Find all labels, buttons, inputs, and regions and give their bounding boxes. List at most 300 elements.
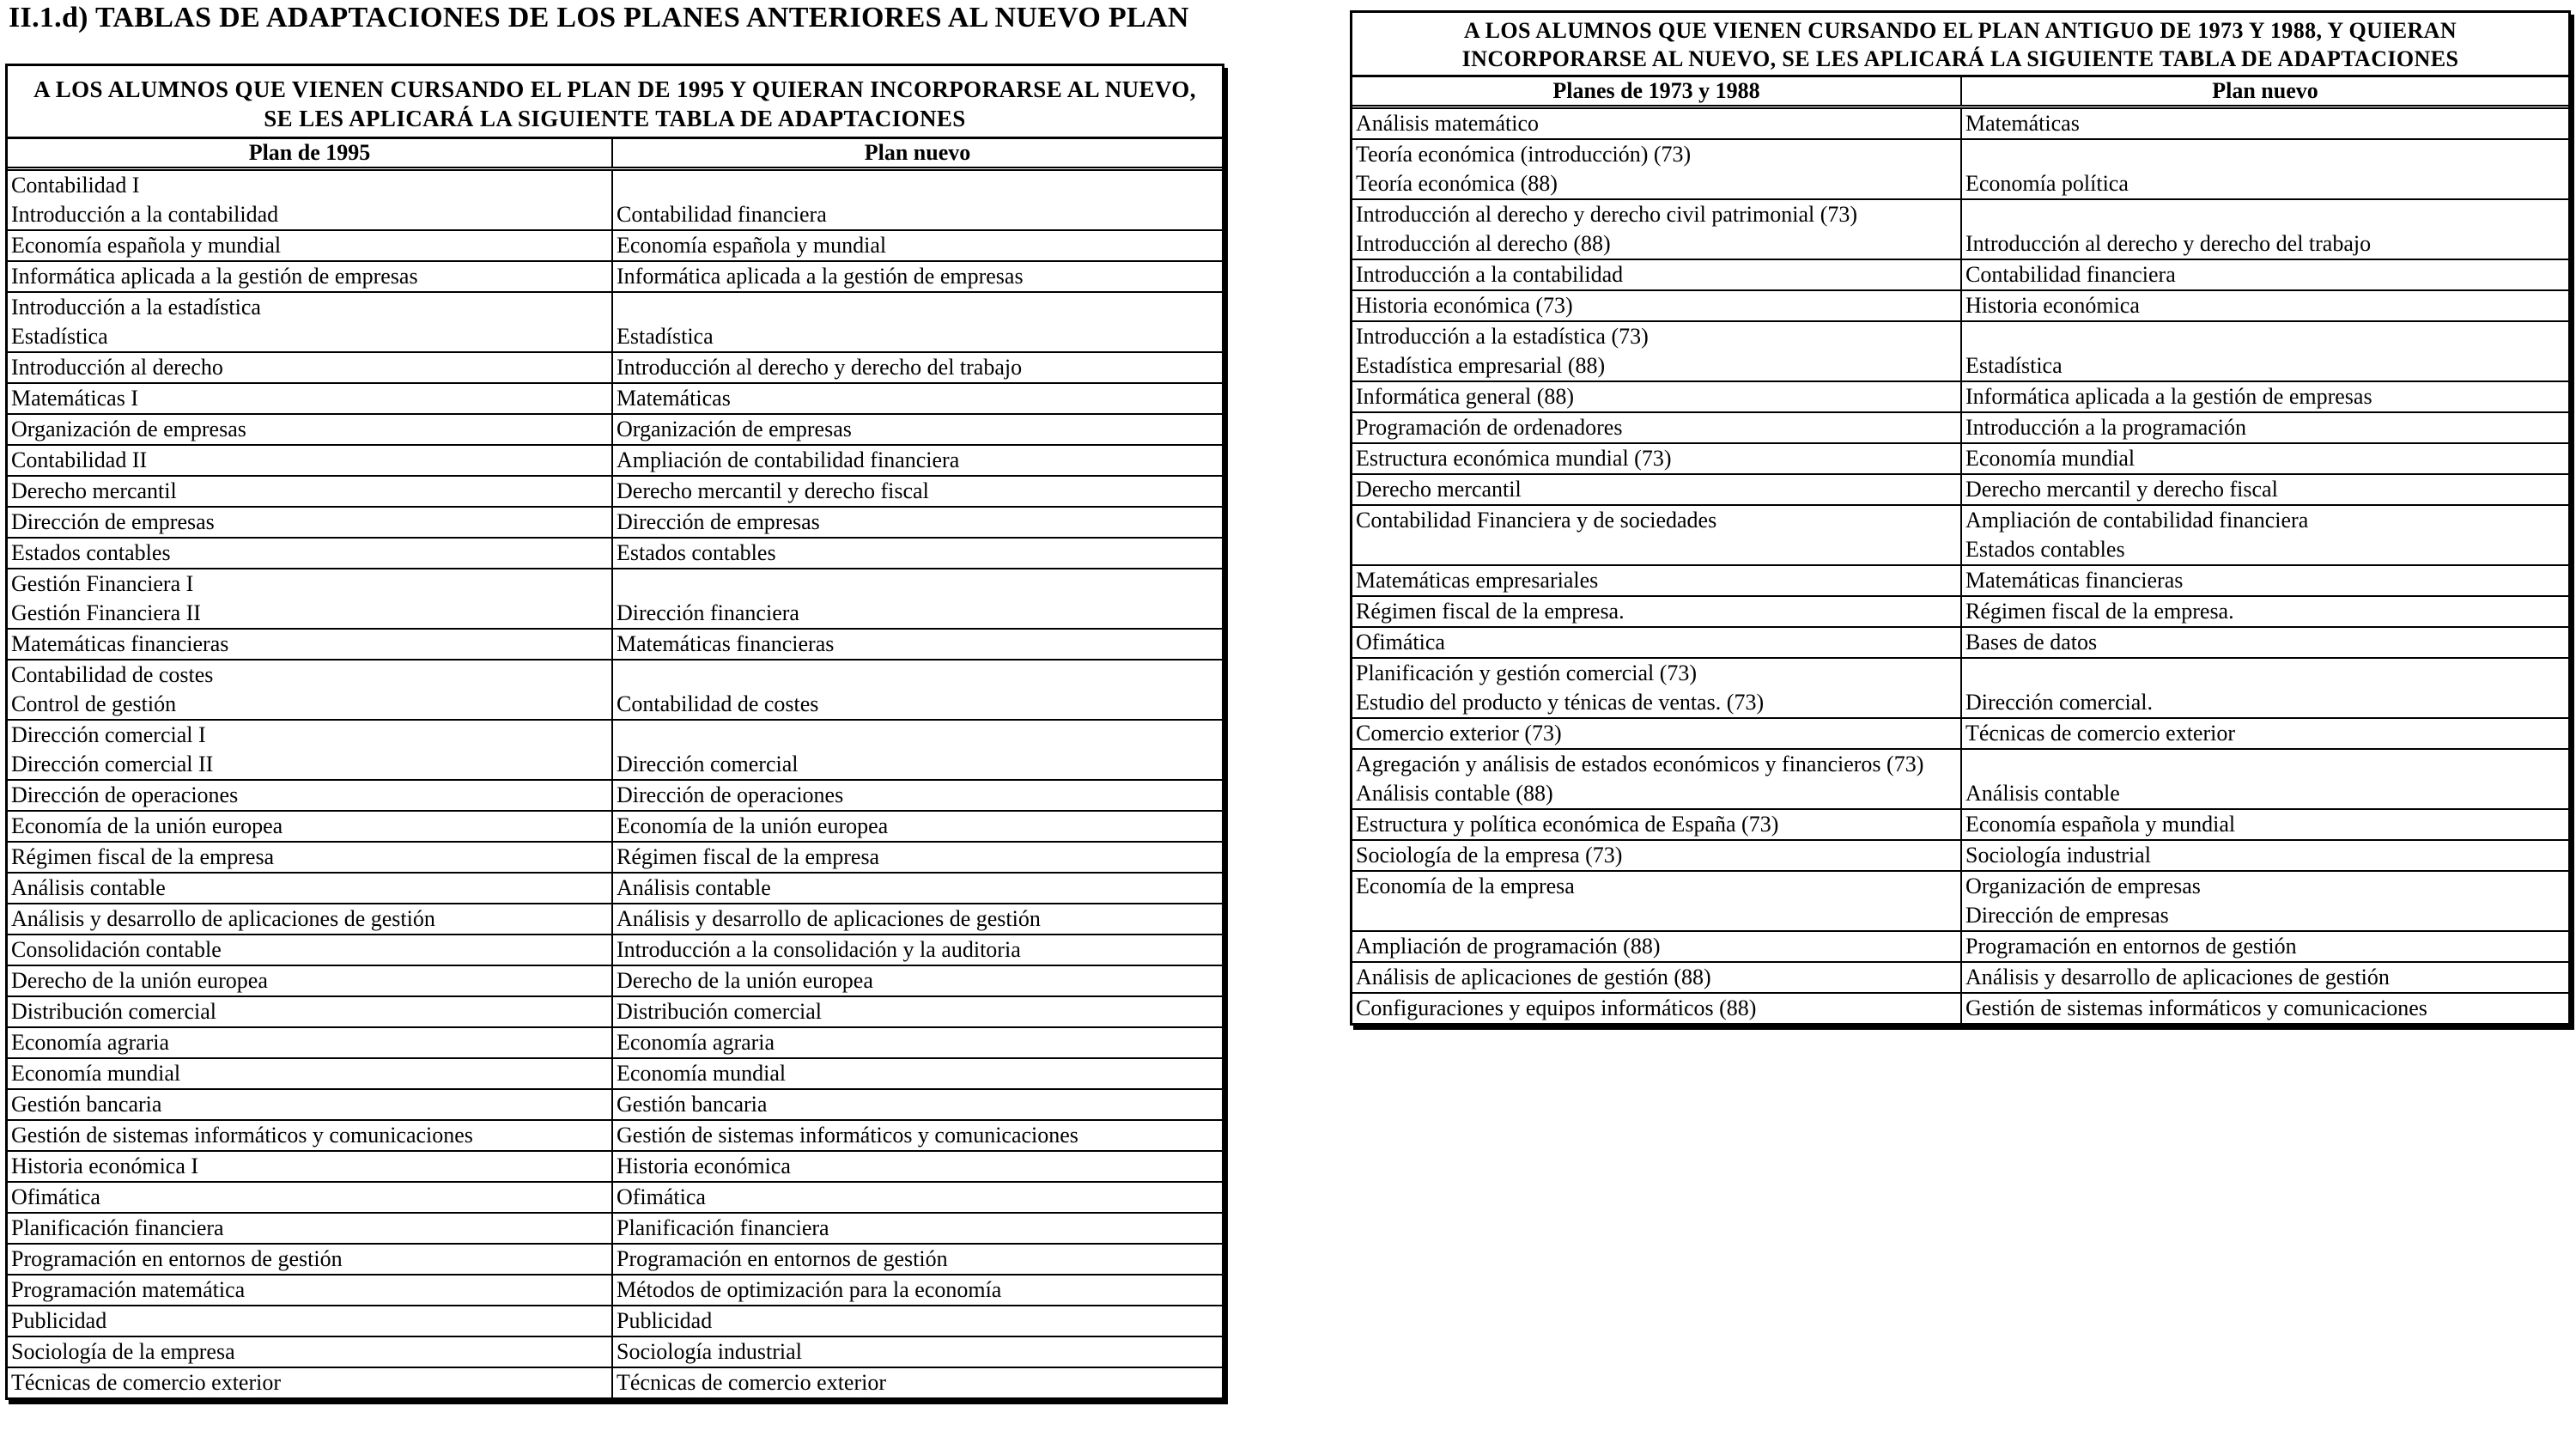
new-plan-subject: Sociología industrial bbox=[617, 1339, 802, 1364]
old-plan-cell bbox=[8, 1059, 613, 1088]
table-row bbox=[1352, 932, 2568, 963]
old-plan-cell bbox=[1352, 506, 1962, 564]
old-plan-subject: Planificación financiera bbox=[11, 1215, 224, 1240]
new-plan-subject: Análisis y desarrollo de aplicaciones de gestión bbox=[1965, 965, 2390, 989]
table-body bbox=[1352, 109, 2568, 1023]
new-plan-cell bbox=[1962, 413, 2568, 442]
new-plan-subject: Estados contables bbox=[1965, 537, 2125, 562]
old-plan-cell bbox=[1352, 260, 1962, 289]
old-plan-cell bbox=[8, 904, 613, 934]
old-plan-cell bbox=[1352, 719, 1962, 748]
table-row bbox=[8, 1183, 1222, 1214]
table-row bbox=[8, 781, 1222, 812]
new-plan-cell bbox=[613, 904, 1222, 934]
new-plan-subject: Dirección comercial bbox=[617, 752, 799, 776]
new-plan-subject: Régimen fiscal de la empresa. bbox=[1965, 599, 2234, 624]
page-title: II.1.d) TABLAS DE ADAPTACIONES DE LOS PLANES ANTERIORES AL NUEVO PLAN bbox=[9, 2, 1189, 33]
new-plan-cell bbox=[613, 1214, 1222, 1243]
table-row bbox=[8, 630, 1222, 661]
old-plan-subject: Historia económica (73) bbox=[1356, 293, 1573, 318]
old-plan-cell bbox=[1352, 659, 1962, 717]
table-row bbox=[8, 1368, 1222, 1397]
table-row bbox=[1352, 810, 2568, 841]
old-plan-subject: Control de gestión bbox=[11, 691, 177, 716]
old-plan-cell bbox=[1352, 597, 1962, 626]
table-row bbox=[1352, 841, 2568, 872]
old-plan-cell bbox=[8, 231, 613, 260]
table-row bbox=[1352, 719, 2568, 750]
table-header bbox=[1352, 13, 2568, 77]
table-row bbox=[8, 721, 1222, 781]
old-plan-subject: Introducción a la contabilidad bbox=[1356, 262, 1624, 287]
table-row bbox=[8, 1337, 1222, 1368]
old-plan-subject: Estructura económica mundial (73) bbox=[1356, 446, 1672, 471]
table-row bbox=[1352, 475, 2568, 506]
new-plan-cell bbox=[1962, 719, 2568, 748]
old-plan-cell bbox=[1352, 628, 1962, 657]
new-plan-cell bbox=[613, 721, 1222, 779]
new-plan-subject: Introducción a la consolidación y la auditoria bbox=[617, 937, 1021, 962]
old-plan-cell bbox=[8, 1368, 613, 1397]
old-plan-subject: Estructura y política económica de España (73) bbox=[1356, 812, 1779, 837]
old-plan-cell bbox=[1352, 872, 1962, 930]
new-plan-cell bbox=[1962, 566, 2568, 595]
table-header-line: SE LES APLICARÁ LA SIGUIENTE TABLA DE ADAPTACIONES bbox=[264, 106, 966, 131]
column-headers bbox=[1352, 77, 2568, 109]
table-row bbox=[1352, 506, 2568, 566]
old-plan-cell bbox=[8, 384, 613, 413]
new-plan-cell bbox=[1962, 322, 2568, 381]
new-plan-cell bbox=[1962, 932, 2568, 961]
table-row bbox=[1352, 750, 2568, 810]
old-plan-subject: Economía española y mundial bbox=[11, 233, 282, 258]
old-plan-subject: Dirección comercial II bbox=[11, 752, 214, 776]
old-plan-subject: Introducción a la contabilidad bbox=[11, 202, 279, 227]
new-plan-subject: Contabilidad financiera bbox=[1965, 262, 2176, 287]
new-plan-cell bbox=[613, 293, 1222, 351]
table-row bbox=[8, 539, 1222, 569]
table-row bbox=[8, 1306, 1222, 1337]
old-plan-subject: Matemáticas empresariales bbox=[1356, 568, 1599, 593]
old-plan-subject: Economía agraria bbox=[11, 1030, 170, 1055]
new-plan-cell bbox=[1962, 444, 2568, 473]
old-plan-cell bbox=[1352, 841, 1962, 870]
new-plan-subject: Dirección de operaciones bbox=[617, 782, 844, 807]
new-plan-cell bbox=[1962, 475, 2568, 504]
old-plan-cell bbox=[8, 781, 613, 810]
old-plan-cell bbox=[8, 293, 613, 351]
new-plan-cell bbox=[1962, 291, 2568, 320]
new-plan-cell bbox=[1962, 963, 2568, 992]
new-plan-subject: Ampliación de contabilidad financiera bbox=[617, 447, 960, 472]
table-row bbox=[1352, 413, 2568, 444]
old-plan-subject: Organización de empresas bbox=[11, 417, 246, 441]
new-plan-cell bbox=[1962, 659, 2568, 717]
old-plan-subject: Programación matemática bbox=[11, 1277, 246, 1302]
new-plan-cell bbox=[613, 262, 1222, 291]
table-row bbox=[8, 997, 1222, 1028]
old-plan-subject: Dirección de empresas bbox=[11, 509, 215, 534]
old-plan-subject: Informática aplicada a la gestión de empresas bbox=[11, 264, 418, 289]
new-plan-subject: Economía política bbox=[1965, 171, 2129, 196]
table-row bbox=[8, 293, 1222, 353]
new-plan-cell bbox=[613, 1028, 1222, 1057]
table-row bbox=[8, 874, 1222, 904]
new-plan-subject: Técnicas de comercio exterior bbox=[1965, 721, 2235, 746]
old-plan-cell bbox=[8, 721, 613, 779]
new-plan-cell bbox=[613, 1090, 1222, 1119]
table-header-line: A LOS ALUMNOS QUE VIENEN CURSANDO EL PLAN ANTIGUO DE 1973 Y 1988, Y QUIERAN bbox=[1463, 18, 2458, 43]
new-plan-cell bbox=[613, 874, 1222, 903]
new-plan-subject: Programación en entornos de gestión bbox=[617, 1246, 948, 1271]
table-row bbox=[1352, 444, 2568, 475]
new-plan-subject: Ofimática bbox=[617, 1184, 706, 1209]
old-plan-cell bbox=[8, 1183, 613, 1212]
old-plan-subject: Estadística empresarial (88) bbox=[1356, 353, 1606, 378]
new-plan-cell bbox=[613, 1337, 1222, 1367]
old-plan-cell bbox=[1352, 932, 1962, 961]
old-plan-subject: Ampliación de programación (88) bbox=[1356, 934, 1661, 959]
new-plan-subject: Matemáticas financieras bbox=[617, 631, 835, 656]
table-row bbox=[8, 812, 1222, 843]
old-plan-subject: Gestión de sistemas informáticos y comunicaciones bbox=[11, 1123, 473, 1148]
table-row bbox=[1352, 566, 2568, 597]
new-plan-subject: Organización de empresas bbox=[1965, 874, 2201, 898]
old-plan-cell bbox=[8, 1306, 613, 1336]
new-plan-subject: Derecho de la unión europea bbox=[617, 968, 873, 993]
new-plan-cell bbox=[1962, 628, 2568, 657]
new-plan-cell bbox=[613, 997, 1222, 1026]
new-plan-subject: Introducción al derecho y derecho del trabajo bbox=[1965, 231, 2372, 256]
new-plan-subject: Economía agraria bbox=[617, 1030, 775, 1055]
new-plan-cell bbox=[613, 477, 1222, 506]
new-plan-subject: Dirección financiera bbox=[617, 600, 799, 625]
old-plan-cell bbox=[1352, 994, 1962, 1023]
new-plan-subject: Bases de datos bbox=[1965, 630, 2098, 654]
old-plan-subject: Sociología de la empresa (73) bbox=[1356, 843, 1623, 868]
new-plan-cell bbox=[613, 508, 1222, 537]
new-plan-cell bbox=[1962, 872, 2568, 930]
old-plan-cell bbox=[8, 1090, 613, 1119]
new-plan-cell bbox=[1962, 200, 2568, 259]
new-plan-subject: Estados contables bbox=[617, 540, 776, 565]
new-plan-cell bbox=[613, 812, 1222, 841]
new-plan-subject: Contabilidad financiera bbox=[617, 202, 827, 227]
table-header bbox=[8, 66, 1222, 139]
old-plan-subject: Dirección de operaciones bbox=[11, 782, 239, 807]
old-plan-subject: Introducción a la estadística bbox=[11, 295, 261, 320]
new-plan-cell bbox=[613, 384, 1222, 413]
old-plan-subject: Régimen fiscal de la empresa bbox=[11, 844, 275, 869]
table-row bbox=[8, 935, 1222, 966]
new-plan-cell bbox=[613, 1368, 1222, 1397]
old-plan-subject: Ofimática bbox=[1356, 630, 1445, 654]
old-plan-subject: Planificación y gestión comercial (73) bbox=[1356, 661, 1698, 685]
old-plan-subject: Configuraciones y equipos informáticos (88) bbox=[1356, 995, 1757, 1020]
new-plan-subject: Matemáticas financieras bbox=[1965, 568, 2184, 593]
old-plan-subject: Agregación y análisis de estados económicos y financieros (73) bbox=[1356, 752, 1924, 776]
old-plan-subject: Contabilidad I bbox=[11, 173, 140, 198]
table-row bbox=[1352, 597, 2568, 628]
new-plan-cell bbox=[613, 1059, 1222, 1088]
new-plan-subject: Derecho mercantil y derecho fiscal bbox=[617, 478, 929, 503]
new-plan-cell bbox=[613, 1152, 1222, 1181]
new-plan-subject: Historia económica bbox=[1965, 293, 2140, 318]
table-row bbox=[8, 1214, 1222, 1245]
old-plan-subject: Estadística bbox=[11, 324, 108, 349]
new-plan-subject: Gestión bancaria bbox=[617, 1092, 768, 1117]
table-row bbox=[8, 353, 1222, 384]
table-header-line: A LOS ALUMNOS QUE VIENEN CURSANDO EL PLAN DE 1995 Y QUIERAN INCORPORARSE AL NUEVO, bbox=[33, 76, 1196, 102]
new-plan-subject: Dirección comercial. bbox=[1965, 690, 2153, 715]
old-plan-subject: Programación de ordenadores bbox=[1356, 415, 1623, 440]
old-plan-subject: Estados contables bbox=[11, 540, 171, 565]
new-plan-cell bbox=[613, 843, 1222, 872]
old-plan-subject: Análisis contable bbox=[11, 875, 166, 900]
new-plan-cell bbox=[1962, 994, 2568, 1023]
new-plan-subject: Análisis contable bbox=[1965, 781, 2120, 806]
old-plan-cell bbox=[8, 477, 613, 506]
column-headers bbox=[8, 139, 1222, 171]
old-plan-cell bbox=[8, 1121, 613, 1150]
old-plan-cell bbox=[1352, 140, 1962, 198]
old-plan-subject: Contabilidad Financiera y de sociedades bbox=[1356, 508, 1717, 533]
new-plan-cell bbox=[613, 539, 1222, 568]
table-row bbox=[8, 384, 1222, 415]
old-plan-cell bbox=[8, 569, 613, 628]
new-plan-cell bbox=[613, 569, 1222, 628]
old-plan-cell bbox=[1352, 566, 1962, 595]
old-plan-cell bbox=[8, 508, 613, 537]
table-row bbox=[1352, 140, 2568, 200]
old-plan-cell bbox=[1352, 291, 1962, 320]
old-plan-cell bbox=[8, 1152, 613, 1181]
old-plan-subject: Distribución comercial bbox=[11, 999, 216, 1024]
table-row bbox=[1352, 382, 2568, 413]
new-plan-cell bbox=[613, 781, 1222, 810]
old-plan-subject: Introducción al derecho y derecho civil patrimonial (73) bbox=[1356, 202, 1858, 227]
table-row bbox=[8, 231, 1222, 262]
new-plan-subject: Estadística bbox=[1965, 353, 2063, 378]
old-plan-cell bbox=[1352, 750, 1962, 808]
new-plan-cell bbox=[1962, 841, 2568, 870]
table-row bbox=[1352, 260, 2568, 291]
old-plan-subject: Régimen fiscal de la empresa. bbox=[1356, 599, 1625, 624]
new-plan-subject: Derecho mercantil y derecho fiscal bbox=[1965, 477, 2278, 502]
old-plan-cell bbox=[8, 874, 613, 903]
old-plan-subject: Análisis y desarrollo de aplicaciones de gestión bbox=[11, 906, 435, 931]
old-plan-cell bbox=[8, 171, 613, 229]
old-plan-subject: Dirección comercial I bbox=[11, 722, 206, 747]
table-row bbox=[8, 1152, 1222, 1183]
new-plan-subject: Dirección de empresas bbox=[1965, 903, 2169, 928]
old-plan-subject: Derecho mercantil bbox=[1356, 477, 1522, 502]
adaptation-table-1995 bbox=[5, 64, 1224, 1400]
adaptation-table-1973-1988 bbox=[1350, 10, 2571, 1026]
table-row bbox=[8, 477, 1222, 508]
table-row bbox=[1352, 628, 2568, 659]
new-plan-subject: Economía española y mundial bbox=[1965, 812, 2236, 837]
old-plan-subject: Informática general (88) bbox=[1356, 384, 1575, 409]
new-plan-subject: Economía española y mundial bbox=[617, 233, 887, 258]
old-plan-cell bbox=[1352, 382, 1962, 411]
table-row bbox=[1352, 659, 2568, 719]
new-plan-subject: Introducción al derecho y derecho del trabajo bbox=[617, 355, 1023, 380]
table-row bbox=[8, 1028, 1222, 1059]
new-plan-subject: Introducción a la programación bbox=[1965, 415, 2247, 440]
old-plan-cell bbox=[8, 446, 613, 475]
new-plan-subject: Análisis y desarrollo de aplicaciones de gestión bbox=[617, 906, 1041, 931]
new-plan-subject: Publicidad bbox=[617, 1308, 713, 1333]
old-plan-cell bbox=[8, 966, 613, 995]
table-row bbox=[8, 171, 1222, 231]
new-plan-subject: Programación en entornos de gestión bbox=[1965, 934, 2297, 959]
old-plan-subject: Teoría económica (introducción) (73) bbox=[1356, 142, 1692, 167]
new-plan-subject: Estadística bbox=[617, 324, 714, 349]
old-plan-subject: Economía de la empresa bbox=[1356, 874, 1575, 898]
old-plan-subject: Programación en entornos de gestión bbox=[11, 1246, 343, 1271]
old-plan-subject: Gestión bancaria bbox=[11, 1092, 162, 1117]
old-plan-cell bbox=[8, 812, 613, 841]
old-plan-subject: Publicidad bbox=[11, 1308, 107, 1333]
old-plan-subject: Técnicas de comercio exterior bbox=[11, 1370, 281, 1395]
new-plan-cell bbox=[1962, 597, 2568, 626]
table-row bbox=[8, 1090, 1222, 1121]
old-plan-cell bbox=[8, 262, 613, 291]
new-plan-subject: Gestión de sistemas informáticos y comunicaciones bbox=[1965, 995, 2427, 1020]
table-row bbox=[1352, 200, 2568, 260]
old-plan-subject: Introducción a la estadística (73) bbox=[1356, 324, 1649, 349]
new-plan-subject: Matemáticas bbox=[617, 386, 731, 411]
new-plan-subject: Informática aplicada a la gestión de empresas bbox=[617, 264, 1024, 289]
old-plan-subject: Análisis de aplicaciones de gestión (88) bbox=[1356, 965, 1711, 989]
old-plan-subject: Gestión Financiera II bbox=[11, 600, 201, 625]
old-plan-subject: Gestión Financiera I bbox=[11, 571, 194, 596]
new-plan-cell bbox=[613, 446, 1222, 475]
table-row bbox=[8, 446, 1222, 477]
old-plan-cell bbox=[8, 539, 613, 568]
new-plan-subject: Sociología industrial bbox=[1965, 843, 2151, 868]
old-plan-subject: Consolidación contable bbox=[11, 937, 222, 962]
table-row bbox=[1352, 872, 2568, 932]
new-plan-cell bbox=[1962, 260, 2568, 289]
new-plan-subject: Economía de la unión europea bbox=[617, 813, 889, 838]
new-plan-cell bbox=[613, 630, 1222, 659]
column-header-old-plan: Planes de 1973 y 1988 bbox=[1352, 77, 1962, 105]
new-plan-subject: Economía mundial bbox=[617, 1061, 787, 1086]
new-plan-subject: Distribución comercial bbox=[617, 999, 822, 1024]
new-plan-cell bbox=[613, 935, 1222, 965]
old-plan-subject: Análisis contable (88) bbox=[1356, 781, 1553, 806]
new-plan-subject: Gestión de sistemas informáticos y comunicaciones bbox=[617, 1123, 1078, 1148]
old-plan-cell bbox=[1352, 444, 1962, 473]
old-plan-cell bbox=[8, 1337, 613, 1367]
old-plan-cell bbox=[1352, 322, 1962, 381]
new-plan-cell bbox=[613, 415, 1222, 444]
new-plan-cell bbox=[613, 171, 1222, 229]
table-header-line: INCORPORARSE AL NUEVO, SE LES APLICARÁ LA SIGUIENTE TABLA DE ADAPTACIONES bbox=[1461, 46, 2459, 71]
table-row bbox=[8, 1275, 1222, 1306]
old-plan-subject: Introducción al derecho (88) bbox=[1356, 231, 1611, 256]
old-plan-subject: Comercio exterior (73) bbox=[1356, 721, 1562, 746]
old-plan-cell bbox=[1352, 200, 1962, 259]
new-plan-subject: Contabilidad de costes bbox=[617, 691, 819, 716]
old-plan-cell bbox=[1352, 413, 1962, 442]
new-plan-subject: Análisis contable bbox=[617, 875, 771, 900]
column-header-new-plan: Plan nuevo bbox=[864, 140, 971, 165]
old-plan-subject: Teoría económica (88) bbox=[1356, 171, 1558, 196]
table-row bbox=[8, 262, 1222, 293]
old-plan-subject: Matemáticas I bbox=[11, 386, 138, 411]
new-plan-subject: Métodos de optimización para la economía bbox=[617, 1277, 1002, 1302]
new-plan-cell bbox=[613, 231, 1222, 260]
table-row bbox=[8, 843, 1222, 874]
new-plan-subject: Historia económica bbox=[617, 1154, 791, 1178]
new-plan-subject: Dirección de empresas bbox=[617, 509, 820, 534]
new-plan-subject: Régimen fiscal de la empresa bbox=[617, 844, 880, 869]
old-plan-subject: Sociología de la empresa bbox=[11, 1339, 235, 1364]
new-plan-cell bbox=[1962, 382, 2568, 411]
table-row bbox=[1352, 994, 2568, 1023]
old-plan-cell bbox=[8, 1214, 613, 1243]
new-plan-subject: Organización de empresas bbox=[617, 417, 852, 441]
column-header-old-plan: Plan de 1995 bbox=[8, 139, 613, 167]
new-plan-subject: Matemáticas bbox=[1965, 111, 2080, 136]
old-plan-subject: Contabilidad de costes bbox=[11, 662, 214, 687]
old-plan-cell bbox=[1352, 810, 1962, 839]
table-row bbox=[8, 661, 1222, 721]
old-plan-subject: Estudio del producto y ténicas de ventas. (73) bbox=[1356, 690, 1765, 715]
new-plan-cell bbox=[613, 1275, 1222, 1305]
old-plan-subject: Economía de la unión europea bbox=[11, 813, 283, 838]
new-plan-cell bbox=[1962, 810, 2568, 839]
new-plan-cell bbox=[1962, 750, 2568, 808]
old-plan-subject: Contabilidad II bbox=[11, 447, 148, 472]
new-plan-subject: Economía mundial bbox=[1965, 446, 2136, 471]
old-plan-cell bbox=[1352, 963, 1962, 992]
old-plan-cell bbox=[8, 1028, 613, 1057]
new-plan-cell bbox=[613, 1245, 1222, 1274]
table-row bbox=[8, 508, 1222, 539]
old-plan-cell bbox=[8, 630, 613, 659]
old-plan-subject: Historia económica I bbox=[11, 1154, 199, 1178]
old-plan-subject: Derecho de la unión europea bbox=[11, 968, 268, 993]
old-plan-cell bbox=[8, 1275, 613, 1305]
table-body bbox=[8, 171, 1222, 1397]
table-row bbox=[8, 1059, 1222, 1090]
old-plan-cell bbox=[8, 661, 613, 719]
new-plan-subject: Informática aplicada a la gestión de empresas bbox=[1965, 384, 2372, 409]
old-plan-subject: Análisis matemático bbox=[1356, 111, 1540, 136]
new-plan-cell bbox=[613, 1306, 1222, 1336]
old-plan-subject: Introducción al derecho bbox=[11, 355, 223, 380]
table-row bbox=[8, 569, 1222, 630]
new-plan-cell bbox=[613, 353, 1222, 382]
table-row bbox=[1352, 109, 2568, 140]
old-plan-cell bbox=[8, 935, 613, 965]
new-plan-cell bbox=[613, 661, 1222, 719]
old-plan-cell bbox=[1352, 109, 1962, 138]
table-row bbox=[8, 1245, 1222, 1275]
old-plan-cell bbox=[1352, 475, 1962, 504]
old-plan-subject: Economía mundial bbox=[11, 1061, 181, 1086]
old-plan-cell bbox=[8, 353, 613, 382]
table-row bbox=[1352, 322, 2568, 382]
new-plan-subject: Planificación financiera bbox=[617, 1215, 829, 1240]
table-row bbox=[1352, 291, 2568, 322]
new-plan-subject: Ampliación de contabilidad financiera bbox=[1965, 508, 2309, 533]
table-row bbox=[8, 415, 1222, 446]
